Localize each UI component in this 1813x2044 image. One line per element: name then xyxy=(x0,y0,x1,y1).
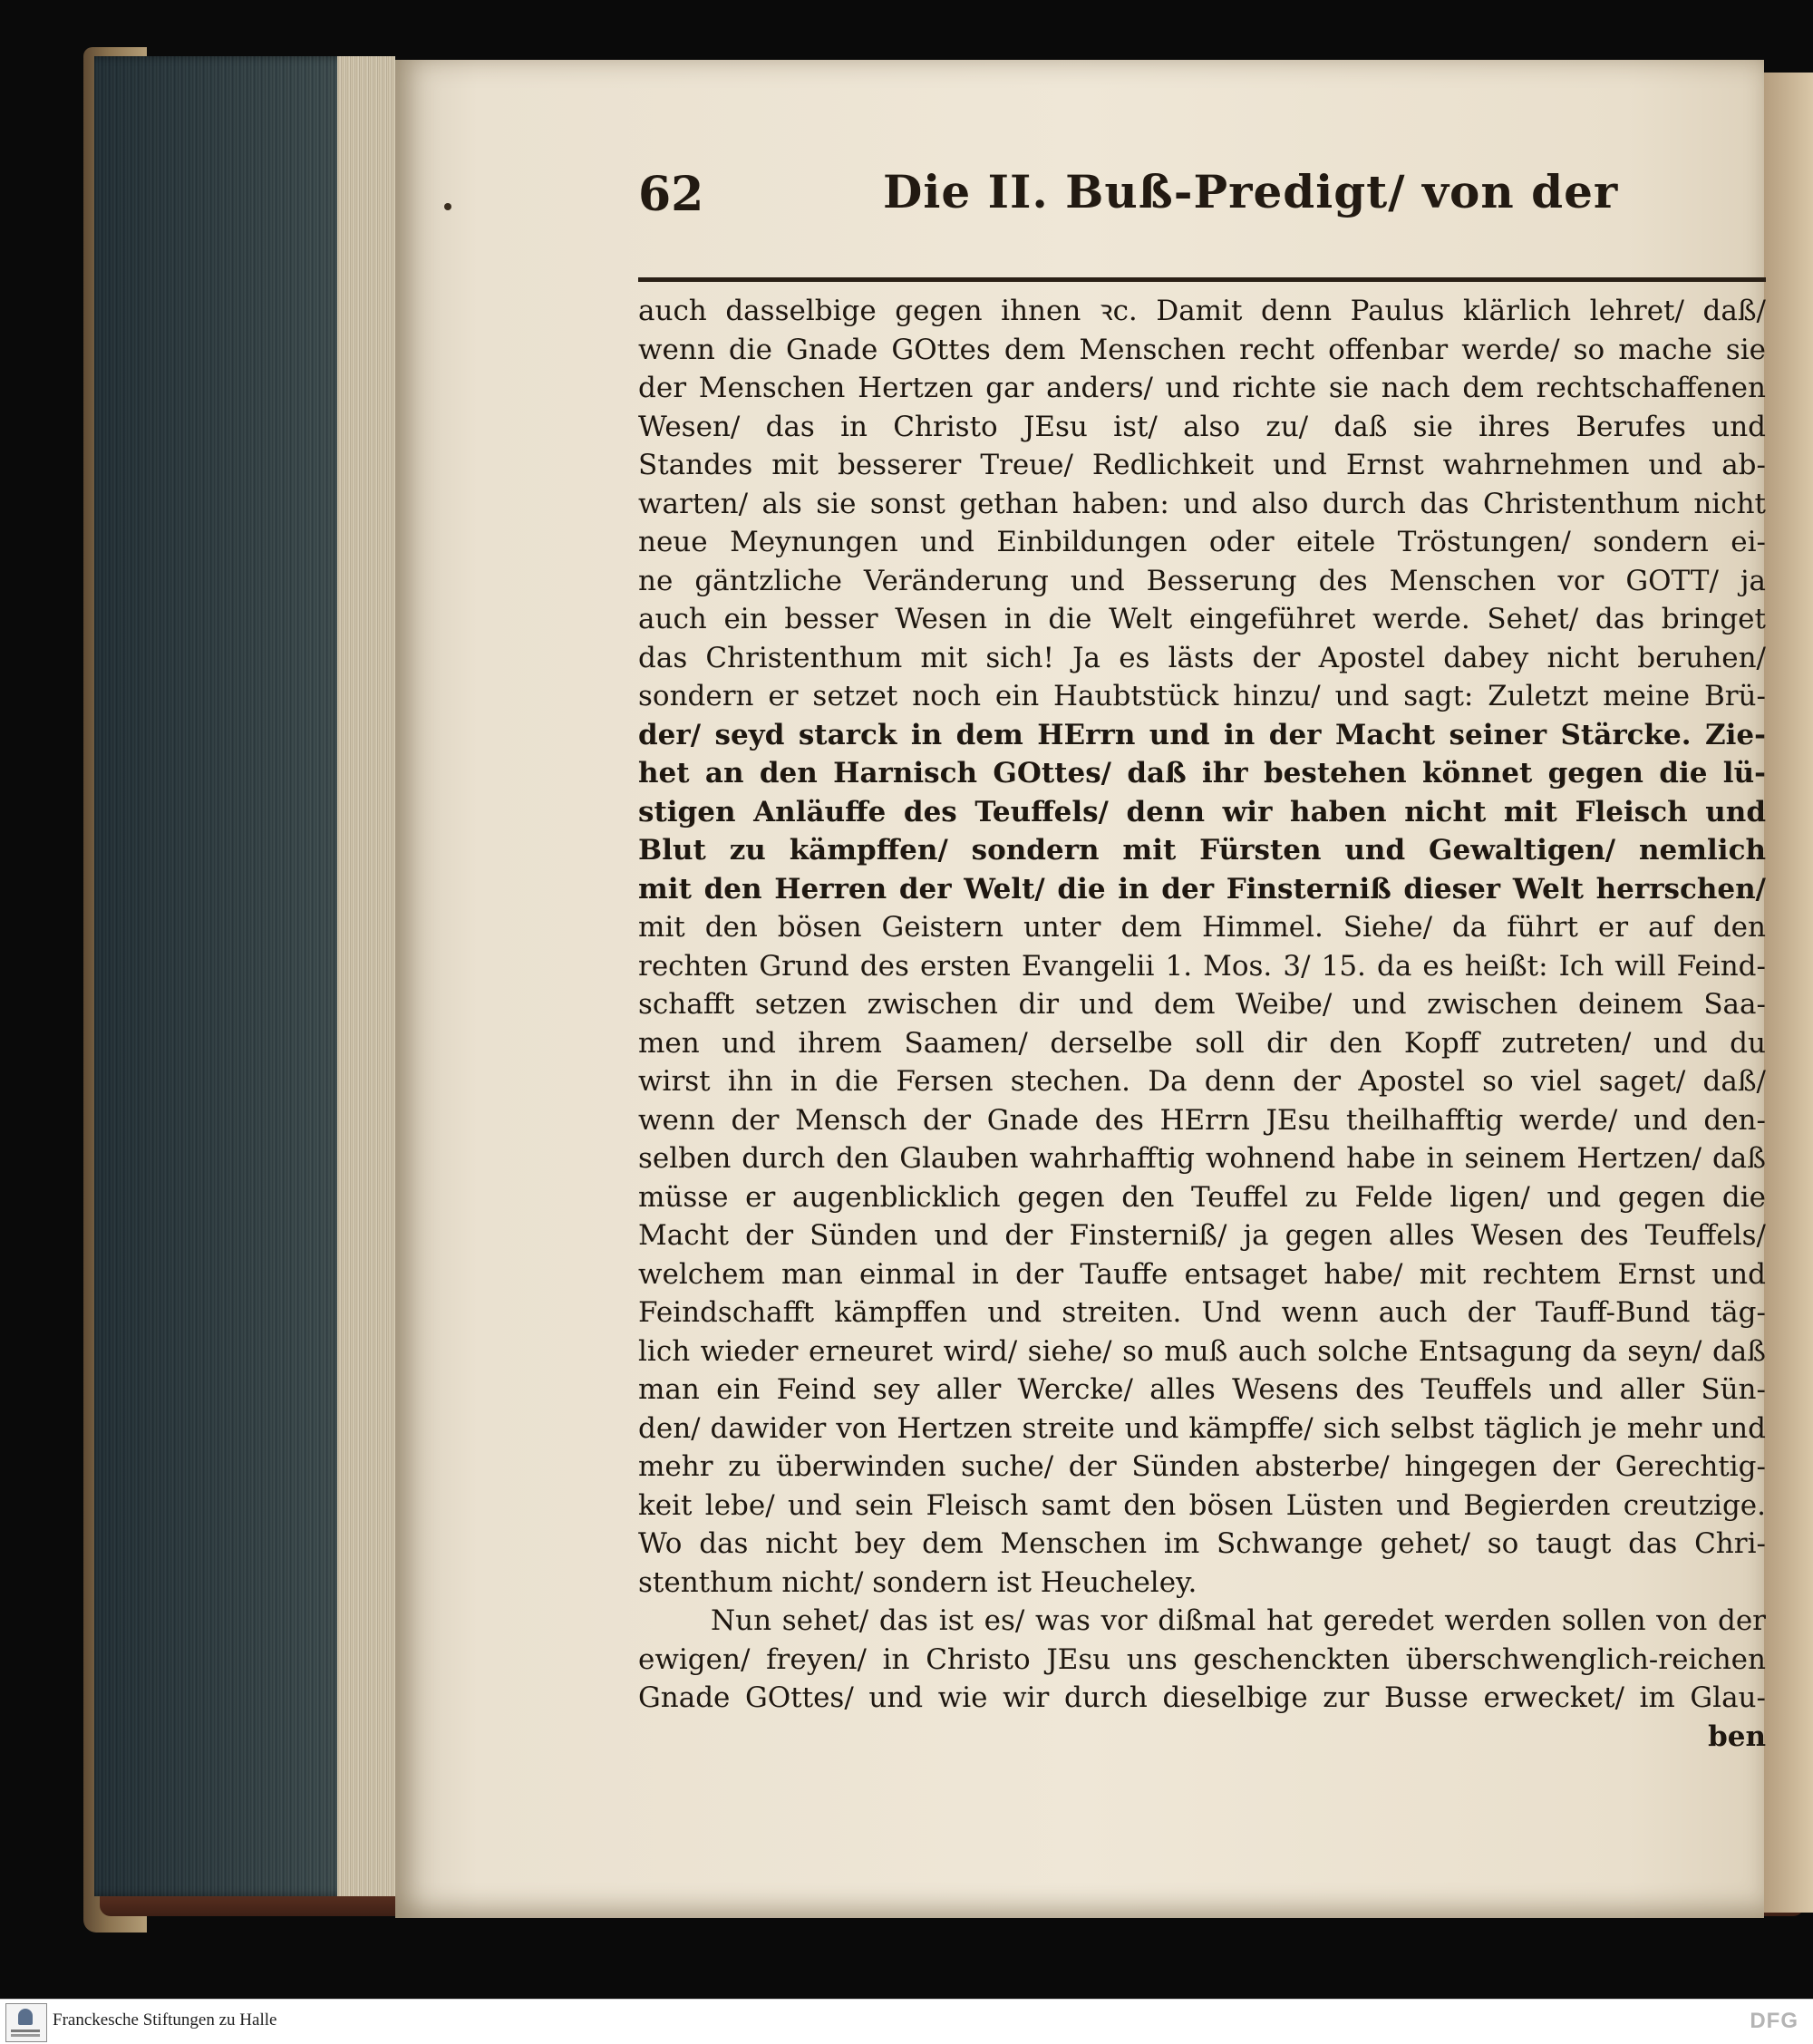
text-line: der Menschen Hertzen gar anders/ und richte sie nach dem rechtschaffenen xyxy=(638,372,1766,404)
text-line: ewigen/ freyen/ in Christo JEsu uns geschenckten überschwenglich-reichen xyxy=(638,1642,1766,1676)
text-line: warten/ als sie sonst gethan haben: und also durch das Christenthum nicht xyxy=(638,487,1766,520)
text-line: Blut zu kämpffen/ sondern mit Fürsten und Gewaltigen/ nemlich xyxy=(638,834,1766,867)
catchword: ben xyxy=(1708,1719,1766,1753)
text-line: sondern er setzet noch ein Haubtstück hinzu/ und sagt: Zuletzt meine Brü- xyxy=(638,680,1766,712)
text-line: wenn der Mensch der Gnade des HErrn JEsu theilhafftig werde/ und den- xyxy=(638,1103,1766,1137)
text-line: welchem man einmal in der Tauffe entsaget habe/ mit rechtem Ernst und xyxy=(638,1257,1766,1291)
dfg-logo: DFG xyxy=(1750,2009,1798,2033)
text-line: Wo das nicht bey dem Menschen im Schwange gehet/ so taugt das Chri- xyxy=(638,1527,1766,1560)
text-line: Standes mit besserer Treue/ Redlichkeit und Ernst wahrnehmen und ab- xyxy=(638,449,1766,481)
text-line: auch dasselbige gegen ihnen ꝛc. Damit denn Paulus klärlich lehret/ daß/ xyxy=(638,295,1766,327)
ink-mark xyxy=(444,203,451,210)
text-line: ne gäntzliche Veränderung und Besserung des Menschen vor GOTT/ ja xyxy=(638,564,1766,597)
text-line: Wesen/ das in Christo JEsu ist/ also zu/ daß sie ihres Berufes und xyxy=(638,410,1766,443)
text-line: Macht der Sünden und der Finsterniß/ ja gegen alles Wesen des Teuffels/ xyxy=(638,1219,1766,1252)
text-line: Feindschafft kämpffen und streiten. Und wenn auch der Tauff-Bund täg- xyxy=(638,1296,1766,1329)
page-header xyxy=(638,167,1766,283)
text-line: stigen Anläuffe des Teuffels/ denn wir haben nicht mit Fleisch und xyxy=(638,795,1766,828)
institution-name: Franckesche Stiftungen zu Halle xyxy=(53,2010,277,2029)
text-line: wirst ihn in die Fersen stechen. Da denn der Apostel so viel saget/ daß/ xyxy=(638,1065,1766,1098)
text-line: man ein Feind sey aller Wercke/ alles Wesens des Teuffels und aller Sün- xyxy=(638,1373,1766,1406)
running-head: Die II. Buß-Predigt/ von der xyxy=(883,165,1619,218)
text-line: müsse er augenblicklich gegen den Teuffel zu Felde ligen/ und gegen die xyxy=(638,1180,1766,1214)
text-line: mit den Herren der Welt/ die in der Finsterniß dieser Welt herrschen/ xyxy=(638,872,1766,906)
text-line: wenn die Gnade GOttes dem Menschen recht offenbar werde/ so mache sie xyxy=(638,333,1766,366)
text-line: keit lebe/ und sein Fleisch samt den bösen Lüsten und Begierden creutzige. xyxy=(638,1488,1766,1522)
text-line: rechten Grund des ersten Evangelii 1. Mos. 3/ 15. da es heißt: Ich will Feind- xyxy=(638,949,1766,983)
text-line: mit den bösen Geistern unter dem Himmel. Siehe/ da führt er auf den xyxy=(638,911,1766,944)
institution-logo-icon xyxy=(5,2003,47,2042)
text-line: auch ein besser Wesen in die Welt eingeführet werde. Sehet/ das bringet xyxy=(638,603,1766,635)
text-line: men und ihrem Saamen/ derselbe soll dir den Kopff zutreten/ und du xyxy=(638,1026,1766,1060)
header-rule xyxy=(638,277,1766,282)
viewer-footer xyxy=(0,1999,1813,2044)
text-line: das Christenthum mit sich! Ja es lästs der Apostel dabey nicht beruhen/ xyxy=(638,641,1766,674)
text-line: selben durch den Glauben wahrhafftig wohnend habe in seinem Hertzen/ daß xyxy=(638,1142,1766,1175)
page-edges xyxy=(94,56,395,1896)
book-page xyxy=(395,60,1764,1918)
text-line: het an den Harnisch GOttes/ daß ihr bestehen könnet gegen die lü- xyxy=(638,757,1766,790)
body-text xyxy=(638,292,1766,1756)
text-line: schafft setzen zwischen dir und dem Weibe/ und zwischen deinem Saa- xyxy=(638,988,1766,1021)
text-line: den/ dawider von Hertzen streite und kämpffe/ sich selbst täglich je mehr und xyxy=(638,1411,1766,1445)
text-line: lich wieder erneuret wird/ siehe/ so muß auch solche Entsagung da seyn/ daß xyxy=(638,1334,1766,1368)
text-line: Nun sehet/ das ist es/ was vor dißmal hat geredet werden sollen von der xyxy=(711,1604,1766,1637)
text-line: der/ seyd starck in dem HErrn und in der Macht seiner Stärcke. Zie- xyxy=(638,718,1766,751)
text-line: mehr zu überwinden suche/ der Sünden absterbe/ hingegen der Gerechtig- xyxy=(638,1450,1766,1483)
page-number: 62 xyxy=(638,167,704,222)
facing-page-edge xyxy=(1764,73,1813,1913)
text-line: neue Meynungen und Einbildungen oder eitele Tröstungen/ sondern ei- xyxy=(638,526,1766,558)
text-line: Gnade GOttes/ und wie wir durch dieselbige zur Busse erwecket/ im Glau- xyxy=(638,1681,1766,1714)
text-line: stenthum nicht/ sondern ist Heucheley. xyxy=(638,1565,1197,1599)
